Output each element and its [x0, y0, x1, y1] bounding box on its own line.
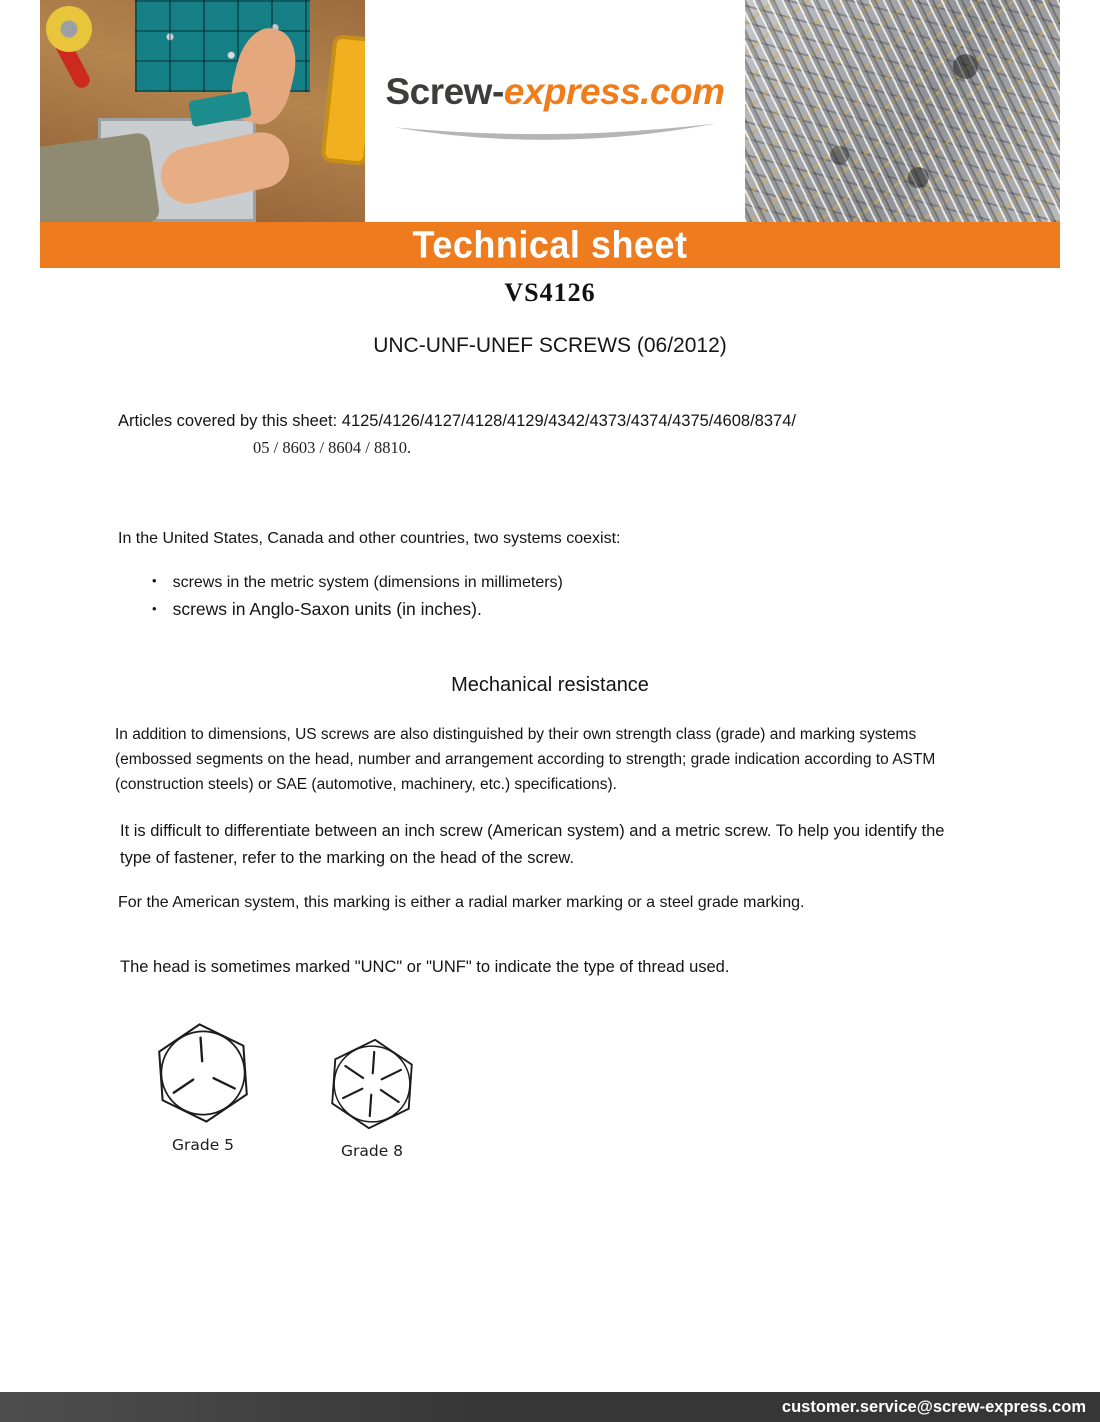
grade8-head-diagram: [319, 1031, 426, 1138]
logo-swoosh: [390, 117, 720, 151]
grade-figures: [148, 1018, 422, 1160]
tape-measure-shape: [46, 6, 92, 52]
sleeve-shape: [40, 132, 161, 222]
grade8-label: Grade 8: [340, 1142, 404, 1160]
articles-covered: [118, 412, 998, 458]
sheet-code: VS4126: [504, 278, 596, 307]
paragraph-differentiate: It is difficult to differentiate between an inch screw (American system) and a metric screw. To help you identify the type of fastener, refer to the marking on the head of the screw.: [120, 822, 945, 867]
page-footer: [0, 1392, 1100, 1422]
banner-title: Technical sheet: [412, 222, 688, 266]
grade5-figure: [148, 1018, 258, 1154]
paragraph-head-marking: The head is sometimes marked "UNC" or "UNF" to indicate the type of thread used.: [120, 958, 730, 976]
page-header: [40, 0, 1060, 222]
drill-shape: [320, 34, 365, 166]
screw-pile-photo: [745, 0, 1060, 222]
logo-text-orange: express.com: [503, 71, 725, 112]
grade5-label: Grade 5: [171, 1136, 235, 1154]
paragraph-american-marking: For the American system, this marking is either a radial marker marking or a steel grade marking.: [118, 894, 805, 911]
grade8-figure: [322, 1034, 422, 1160]
customer-service-email: customer.service@screw-express.com: [781, 1397, 1086, 1416]
bullet-anglo-saxon: • screws in Anglo-Saxon units (in inches).: [152, 599, 563, 620]
articles-line1: Articles covered by this sheet: 4125/4126/4127/4128/4129/4342/4373/4374/4375/4608/8374/: [118, 412, 796, 430]
banner: [40, 222, 1060, 268]
logo-text-dark: Screw-: [385, 71, 504, 112]
paragraph-strength-class: In addition to dimensions, US screws are also distinguished by their own strength class (grade) and marking systems (embossed segments on the head, number and arrangement according to strength; grade indication according to ASTM (construction steels) or SAE (automotive, machinery, etc.) specifications).: [115, 726, 936, 793]
systems-bullet-list: [152, 574, 563, 627]
sheet-title: UNC-UNF-UNEF SCREWS (06/2012): [373, 334, 727, 357]
intro-text: In the United States, Canada and other countries, two systems coexist:: [118, 530, 621, 547]
section-heading: Mechanical resistance: [451, 674, 649, 696]
grade5-head-diagram: [144, 1014, 261, 1131]
bullet-metric: • screws in the metric system (dimensions in millimeters): [152, 574, 563, 592]
workbench-photo: [40, 0, 365, 222]
logo-text: [385, 71, 724, 113]
articles-line2: 05 / 8603 / 8604 / 8810.: [253, 438, 412, 457]
brand-logo: [365, 0, 745, 222]
